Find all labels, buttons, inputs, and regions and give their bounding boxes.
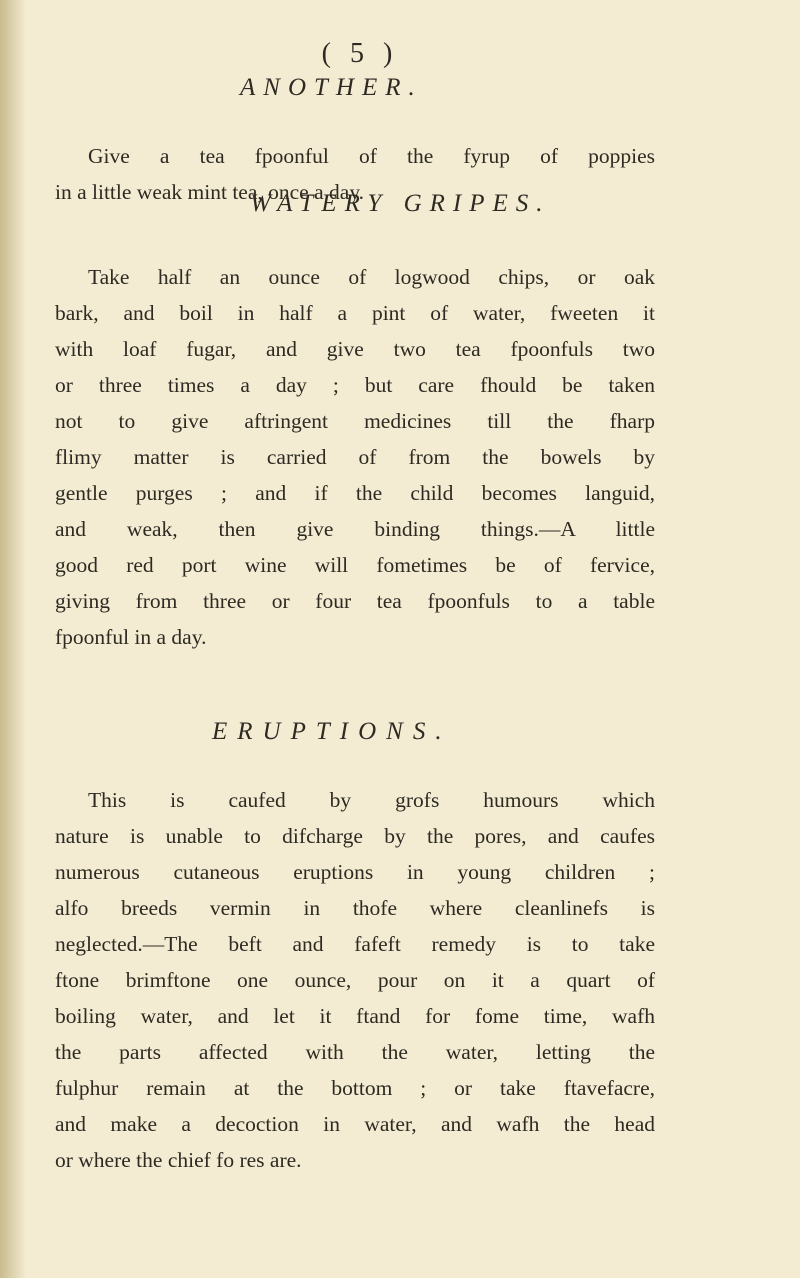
text-line: fulphur remain at the bottom ; or take ftavefacre,	[55, 1076, 655, 1100]
text-line: ftone brimftone one ounce, pour on it a quart of	[55, 968, 655, 992]
text-line: Give a tea fpoonful of the fyrup of poppies	[88, 144, 655, 168]
text-line: numerous cutaneous eruptions in young children ;	[55, 860, 655, 884]
paragraph-eruptions	[55, 782, 655, 1178]
text-line: or where the chief fo res are.	[55, 1148, 302, 1172]
text-line: gentle purges ; and if the child becomes languid,	[55, 481, 655, 505]
text-line: in a little weak mint tea, once a day.	[55, 180, 365, 204]
paragraph-watery-gripes	[55, 259, 655, 655]
text-line: fpoonful in a day.	[55, 625, 207, 649]
text-line: This is caufed by grofs humours which	[88, 788, 655, 812]
text-line: good red port wine will fometimes be of fervice,	[55, 553, 655, 577]
text-line: Take half an ounce of logwood chips, or oak	[88, 265, 655, 289]
text-line: the parts affected with the water, letting the	[55, 1040, 655, 1064]
text-line: with loaf fugar, and give two tea fpoonfuls two	[55, 337, 655, 361]
section-heading-another: ANOTHER.	[240, 74, 423, 101]
text-line: and weak, then give binding things.—A little	[55, 517, 655, 541]
text-line: giving from three or four tea fpoonfuls to a table	[55, 589, 655, 613]
text-line: not to give aftringent medicines till the fharp	[55, 409, 655, 433]
text-line: neglected.—The beft and fafeft remedy is to take	[55, 932, 655, 956]
text-line: and make a decoction in water, and wafh the head	[55, 1112, 655, 1136]
section-heading-eruptions: ERUPTIONS.	[212, 718, 452, 745]
text-line: alfo breeds vermin in thofe where cleanlinefs is	[55, 896, 655, 920]
text-line: bark, and boil in half a pint of water, fweeten it	[55, 301, 655, 325]
text-line: nature is unable to difcharge by the pores, and caufes	[55, 824, 655, 848]
page-number: ( 5 )	[321, 38, 399, 69]
text-line: or three times a day ; but care fhould be taken	[55, 373, 655, 397]
text-line: flimy matter is carried of from the bowels by	[55, 445, 655, 469]
text-line: boiling water, and let it ftand for fome time, wafh	[55, 1004, 655, 1028]
section-heading-watery-gripes: WATERY GRIPES.	[250, 190, 551, 217]
